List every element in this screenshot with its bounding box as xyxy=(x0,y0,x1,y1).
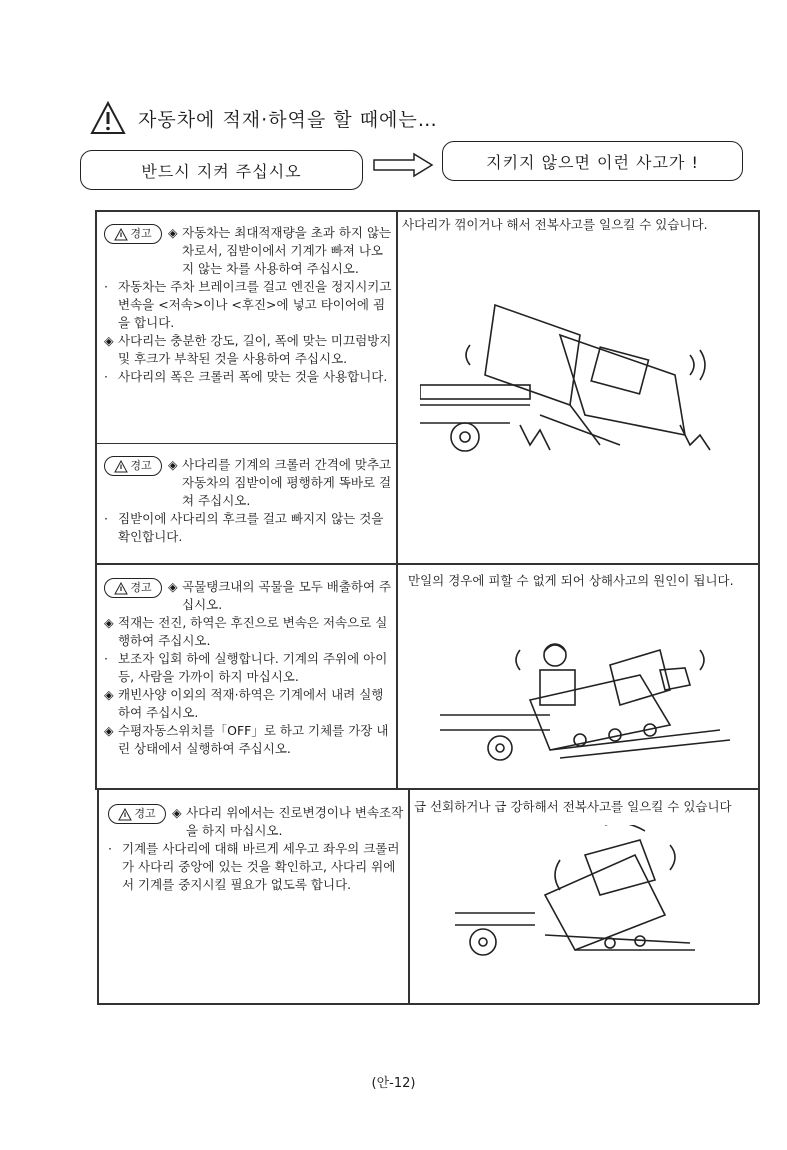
warning-text: 곡물탱크내의 곡물을 모두 배출하여 주십시오. xyxy=(182,579,392,612)
warning-item: 경고 ◈ 사다리를 기계의 크롤러 간격에 맞추고 자동차의 짐받이에 평행하게 똑바로 걸쳐 주십시오. xyxy=(104,456,392,510)
warning-triangle-icon xyxy=(90,101,126,135)
page-title: 자동차에 적재·하역을 할 때에는… xyxy=(138,108,438,131)
consequence-label: 지키지 않으면 이런 사고가 ! xyxy=(442,141,743,181)
list-item: ◈ 적재는 전진, 하역은 후진으로 변속은 저속으로 실행하여 주십시오. xyxy=(104,615,388,648)
list-item: · 기계를 사다리에 대해 바르게 세우고 좌우의 크롤러가 사다리 중앙에 있는 것을 확인하고, 사다리 위에서 기계를 중지시킬 필요가 없도록 합니다. xyxy=(108,841,400,892)
warning-badge: 경고 xyxy=(104,224,162,244)
warning-badge: 경고 xyxy=(104,578,162,598)
list-item: · 자동차는 주차 브레이크를 걸고 엔진을 정지시키고 변속을 <저속>이나 <후진>에 넣고 타이어에 굄을 합니다. xyxy=(104,279,392,330)
section-1b-instructions xyxy=(104,456,392,546)
list-item: ◈ 수평자동스위치를「OFF」로 하고 기체를 가장 내린 상태에서 실행하여 주십시오. xyxy=(104,723,389,756)
warning-text: 사다리를 기계의 크롤러 간격에 맞추고 자동차의 짐받이에 평행하게 똑바로 걸쳐 주십시오. xyxy=(182,457,392,508)
warning-triangle-icon xyxy=(114,228,128,241)
machine-overturn-illustration xyxy=(455,825,705,975)
warning-badge: 경고 xyxy=(104,456,162,476)
warning-text: 자동차는 최대적재량을 초과 하지 않는 차로서, 짐받이에서 기계가 빠져 나오지 않는 차를 사용하여 주십시오. xyxy=(182,225,392,276)
arrow-right-icon xyxy=(372,152,434,178)
page-title-row xyxy=(90,98,438,138)
warning-item: 경고 ◈ 자동차는 최대적재량을 초과 하지 않는 차로서, 짐받이에서 기계가 빠져 나오지 않는 차를 사용하여 주십시오. xyxy=(104,224,392,278)
page-number: (안-12) xyxy=(371,1076,416,1091)
must-follow-label: 반드시 지켜 주십시오 xyxy=(80,150,363,190)
consequence-text: 급 선회하거나 급 강하해서 전복사고를 일으킬 수 있습니다 xyxy=(414,799,732,814)
section-2-instructions xyxy=(104,578,392,758)
warning-triangle-icon xyxy=(114,582,128,595)
consequence-text: 사다리가 꺾이거나 해서 전복사고를 일으킬 수 있습니다. xyxy=(402,217,708,232)
list-item: ◈ 사다리는 충분한 강도, 길이, 폭에 맞는 미끄럼방지 및 후크가 부착된 것을 사용하여 주십시오. xyxy=(104,333,392,366)
warning-item: 경고 ◈ 사다리 위에서는 진로변경이나 변속조작을 하지 마십시오. xyxy=(108,804,404,840)
list-item: · 짐받이에 사다리의 후크를 걸고 빠지지 않는 것을 확인합니다. xyxy=(104,511,384,544)
warning-triangle-icon xyxy=(118,808,132,821)
section-1-instructions xyxy=(104,224,392,386)
list-item: ◈ 캐빈사양 이외의 적재·하역은 기계에서 내려 실행하여 주십시오. xyxy=(104,687,384,720)
truck-tipping-illustration xyxy=(420,295,720,460)
consequence-text: 만일의 경우에 피할 수 없게 되어 상해사고의 원인이 됩니다. xyxy=(408,573,734,588)
warning-text: 사다리 위에서는 진로변경이나 변속조작을 하지 마십시오. xyxy=(186,805,404,838)
operator-machine-illustration xyxy=(440,630,740,780)
list-item: · 사다리의 폭은 크롤러 폭에 맞는 것을 사용합니다. xyxy=(104,369,388,384)
warning-item: 경고 ◈ 곡물탱크내의 곡물을 모두 배출하여 주십시오. xyxy=(104,578,392,614)
warning-badge: 경고 xyxy=(108,804,166,824)
list-item: · 보조자 입회 하에 실행합니다. 기계의 주위에 아이 등, 사람을 가까이 하지 마십시오. xyxy=(104,651,388,684)
warning-triangle-icon xyxy=(114,460,128,473)
section-3-instructions xyxy=(108,804,404,894)
